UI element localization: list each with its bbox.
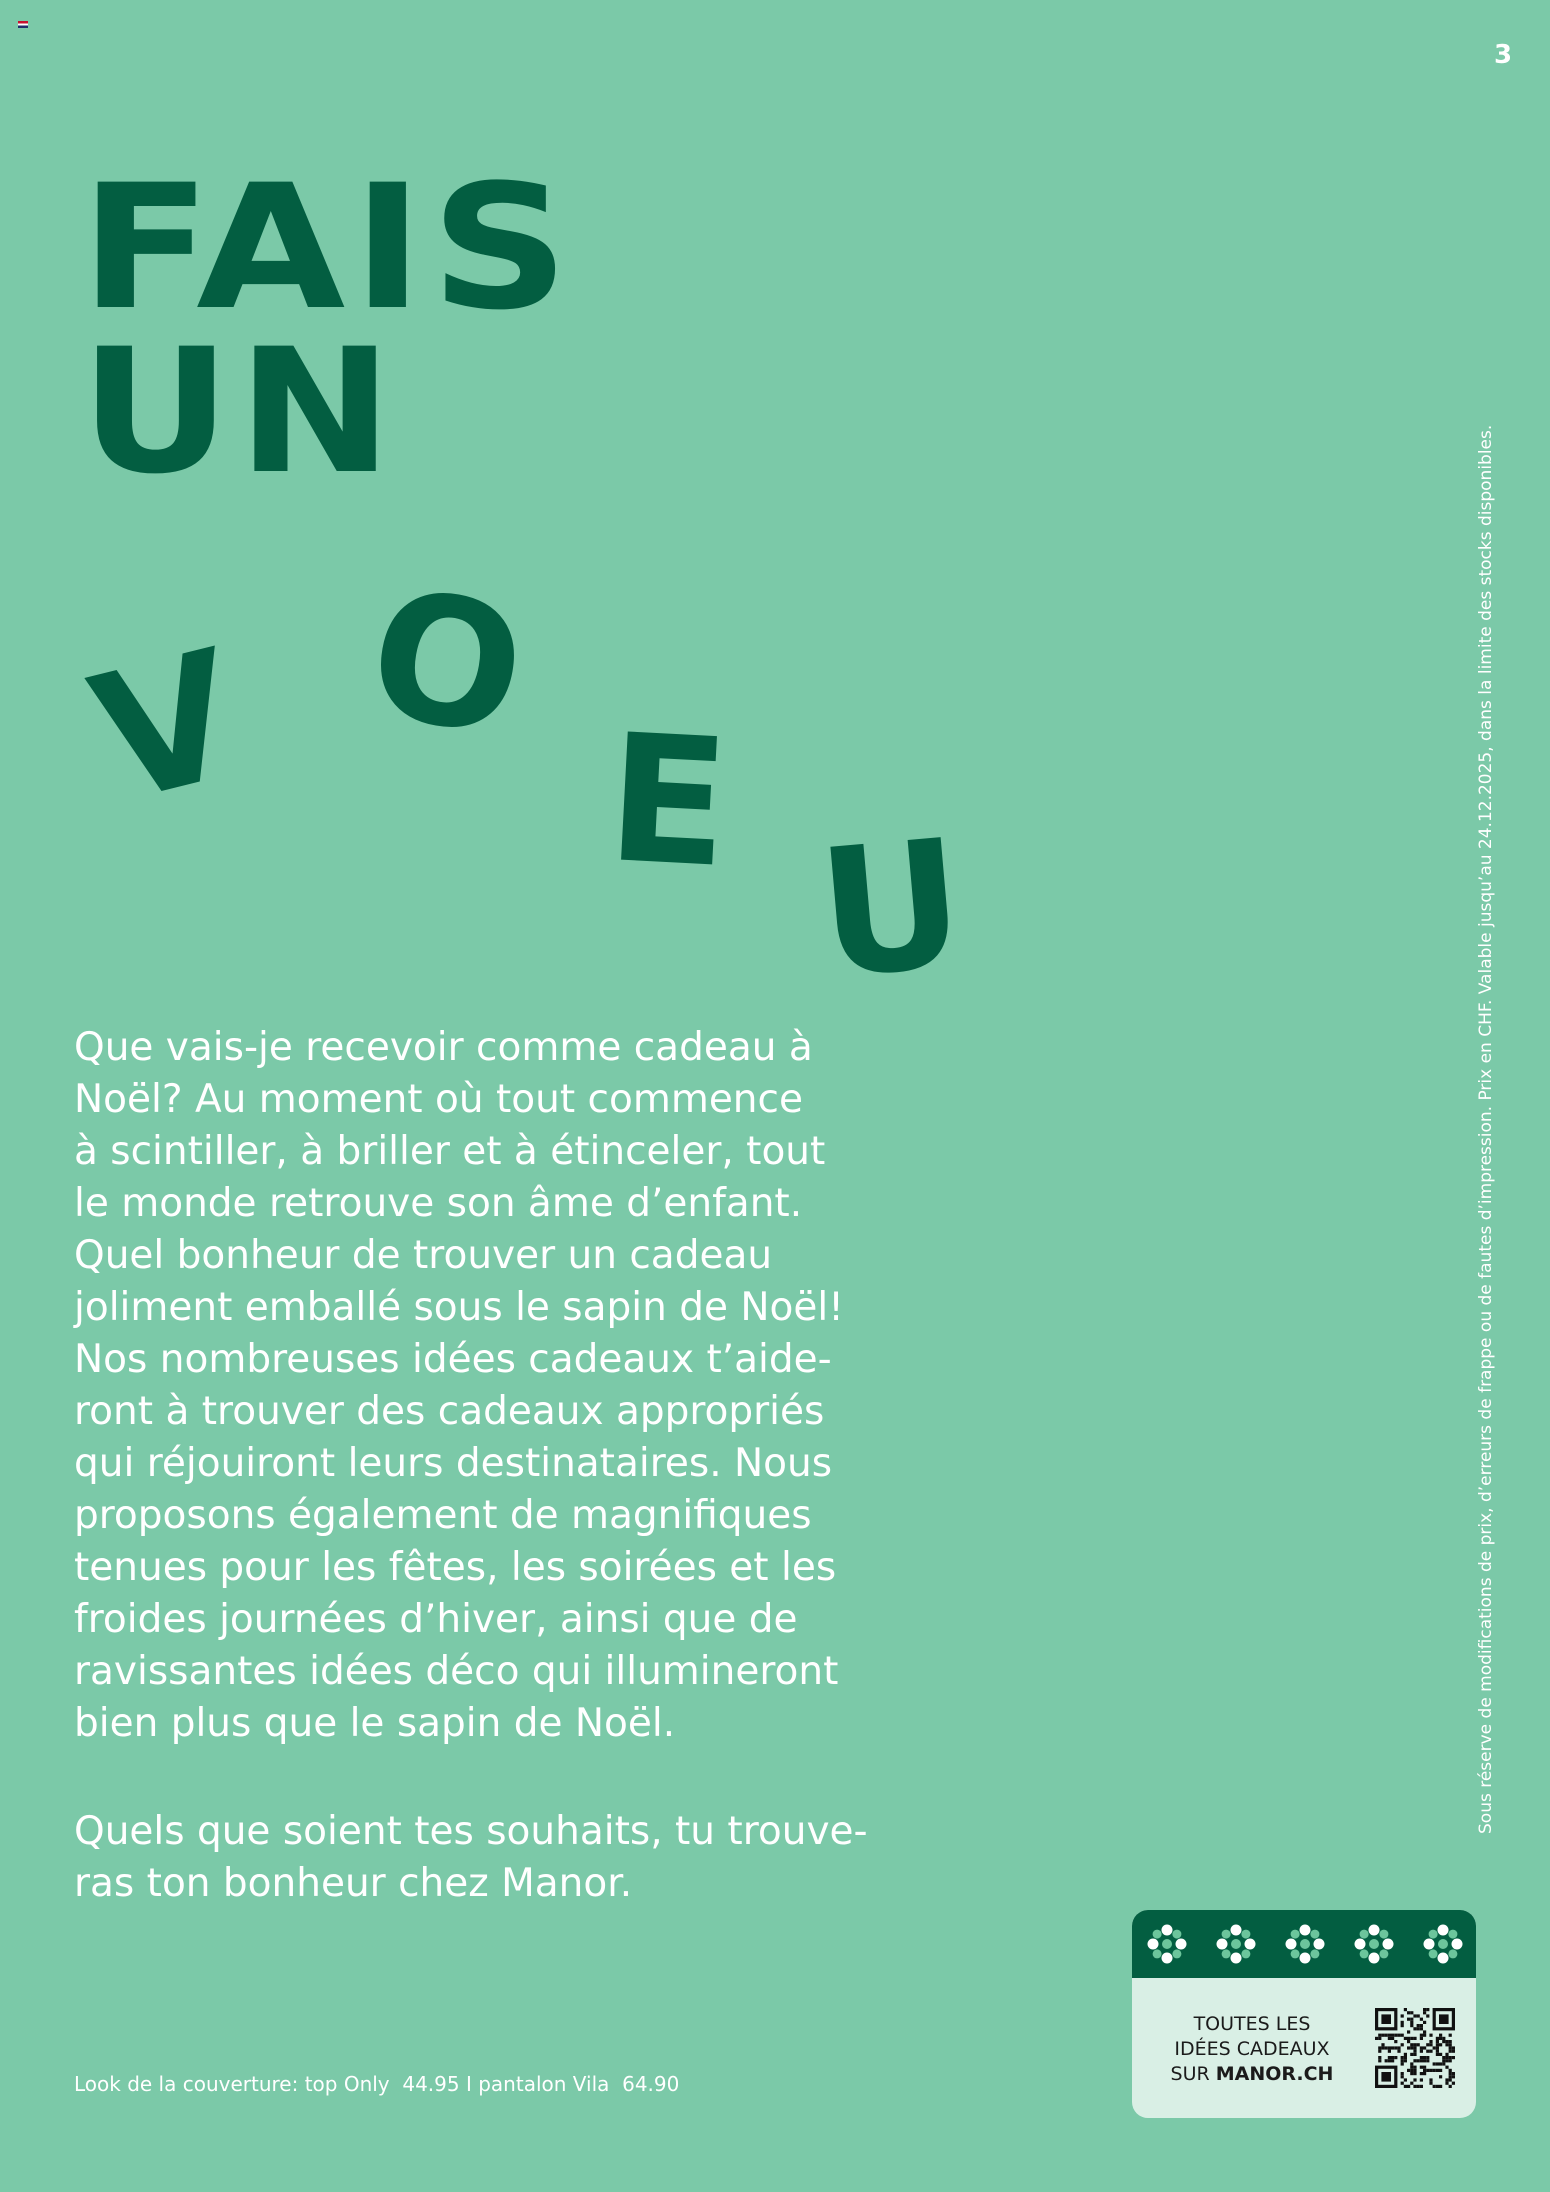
heading-line-un: UN	[80, 311, 400, 512]
heading-letter-e: E	[602, 695, 734, 908]
snowflake-icon	[1148, 1925, 1187, 1964]
gift-ideas-line2: IDÉES CADEAUX	[1174, 2038, 1330, 2060]
snowflake-icon	[1217, 1925, 1256, 1964]
gift-ideas-line3-prefix: SUR	[1170, 2063, 1216, 2085]
qr-code-icon[interactable]	[1375, 2008, 1455, 2088]
legal-disclaimer: Sous réserve de modifications de prix, d’erreurs de frappe ou de fautes d’impression. Prix en CHF. Valable jusqu’au 24.12.2025, dans la limite des stocks disponibles.	[1476, 424, 1496, 1834]
flag-icon	[18, 21, 28, 28]
manor-link[interactable]: MANOR.CH	[1215, 2063, 1334, 2085]
heading-line-fais: FAIS	[80, 147, 576, 348]
intro-paragraph: Que vais-je recevoir comme cadeau à Noël? Au moment où tout commence à scintiller, à briller et à étinceler, tout le monde retrouve son âme d’enfant. Quel bonheur de trouver un cadeau joliment emballé sous le sapin de Noël! Nos nombreuses idées cadeaux t’aide- ront à trouver des cadeaux appropriés qui réjouiront leurs destinataires. Nous proposons également de magnifiques tenues pour les fêtes, les soirées et les froides journées d’hiver, ainsi que de ravissantes idées déco qui illumineront bien plus que le sapin de Noël.	[74, 1025, 844, 1746]
heading-letter-u: U	[811, 801, 972, 1018]
gift-ideas-line1: TOUTES LES	[1193, 2013, 1311, 2035]
snowflake-icon	[1424, 1925, 1463, 1964]
snowflake-pattern-icon	[1132, 1910, 1476, 1978]
gift-ideas-text[interactable]	[1152, 2012, 1352, 2087]
snowflake-icon	[1286, 1925, 1325, 1964]
cover-credit: Look de la couverture: top Only 44.95 I pantalon Vila 64.90	[74, 2072, 680, 2096]
heading-letter-v: V	[75, 611, 257, 844]
gift-ideas-card[interactable]	[1132, 1910, 1476, 2118]
snowflake-icon	[1355, 1925, 1394, 1964]
closing-paragraph: Quels que soient tes souhaits, tu trouve- ras ton bonheur chez Manor.	[74, 1809, 868, 1906]
page-number: 3	[1493, 40, 1513, 70]
snowflake-band	[1132, 1910, 1476, 1978]
heading-letter-o: O	[355, 549, 539, 778]
